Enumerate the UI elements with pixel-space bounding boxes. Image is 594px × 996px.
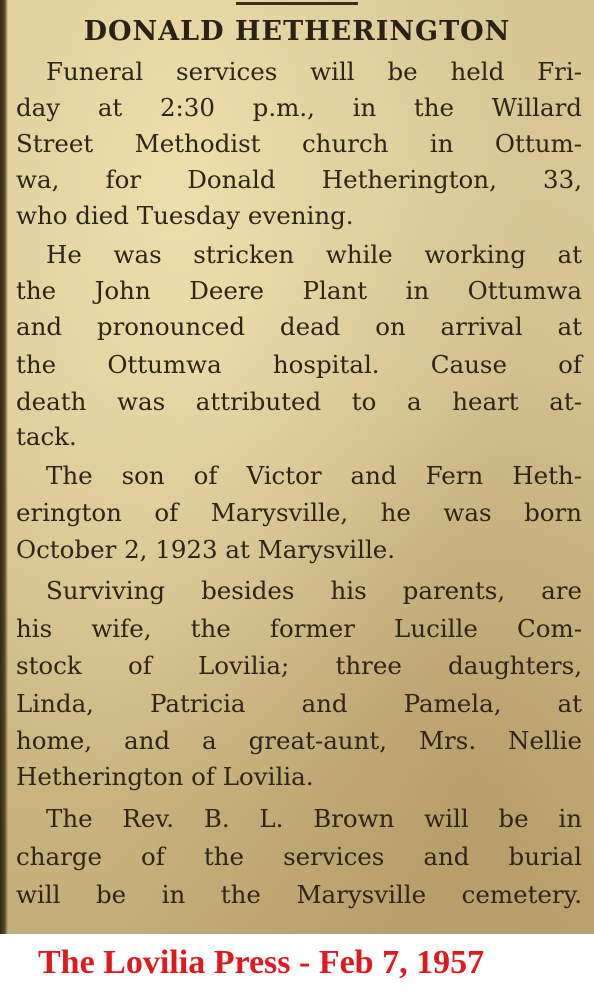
top-divider — [236, 2, 358, 5]
source-caption: The Lovilia Press - Feb 7, 1957 — [38, 944, 485, 981]
paragraph-5-line-1: The Rev. B. L. Brown will be in — [46, 804, 582, 833]
headline: DONALD HETHERINGTON — [83, 16, 511, 47]
paragraph-5-line-3: will be in the Marysville cemetery. — [16, 880, 582, 909]
paragraph-1-line-4: wa, for Donald Hetherington, 33, — [16, 165, 582, 194]
paragraph-3-line-3: October 2, 1923 at Marysville. — [16, 535, 396, 564]
paragraph-4-line-1: Surviving besides his parents, are — [46, 576, 582, 605]
paragraph-4-line-4: Linda, Patricia and Pamela, at — [16, 689, 582, 718]
paragraph-2-line-4: the Ottumwa hospital. Cause of — [16, 350, 582, 379]
column-rule — [0, 0, 8, 934]
paragraph-4-line-3: stock of Lovilia; three daughters, — [16, 651, 582, 680]
paragraph-4-line-5: home, and a great-aunt, Mrs. Nellie — [16, 726, 582, 755]
paragraph-3-line-1: The son of Victor and Fern Heth- — [46, 461, 582, 490]
paragraph-1-line-2: day at 2:30 p.m., in the Willard — [16, 93, 582, 122]
paragraph-2-line-1: He was stricken while working at — [46, 240, 582, 269]
paragraph-3-line-2: erington of Marysville, he was born — [16, 498, 582, 527]
paragraph-2-line-5: death was attributed to a heart at- — [16, 387, 582, 416]
paragraph-5-line-2: charge of the services and burial — [16, 842, 582, 871]
paragraph-1-line-5: who died Tuesday evening. — [16, 201, 354, 230]
paragraph-1-line-3: Street Methodist church in Ottum- — [16, 129, 582, 158]
paragraph-1-line-1: Funeral services will be held Fri- — [46, 57, 582, 86]
paragraph-4-line-6: Hetherington of Lovilia. — [16, 762, 314, 791]
paragraph-2-line-2: the John Deere Plant in Ottumwa — [16, 276, 582, 305]
paragraph-4-line-2: his wife, the former Lucille Com- — [16, 614, 582, 643]
paragraph-2-line-3: and pronounced dead on arrival at — [16, 312, 582, 341]
paragraph-2-line-6: tack. — [16, 422, 77, 451]
